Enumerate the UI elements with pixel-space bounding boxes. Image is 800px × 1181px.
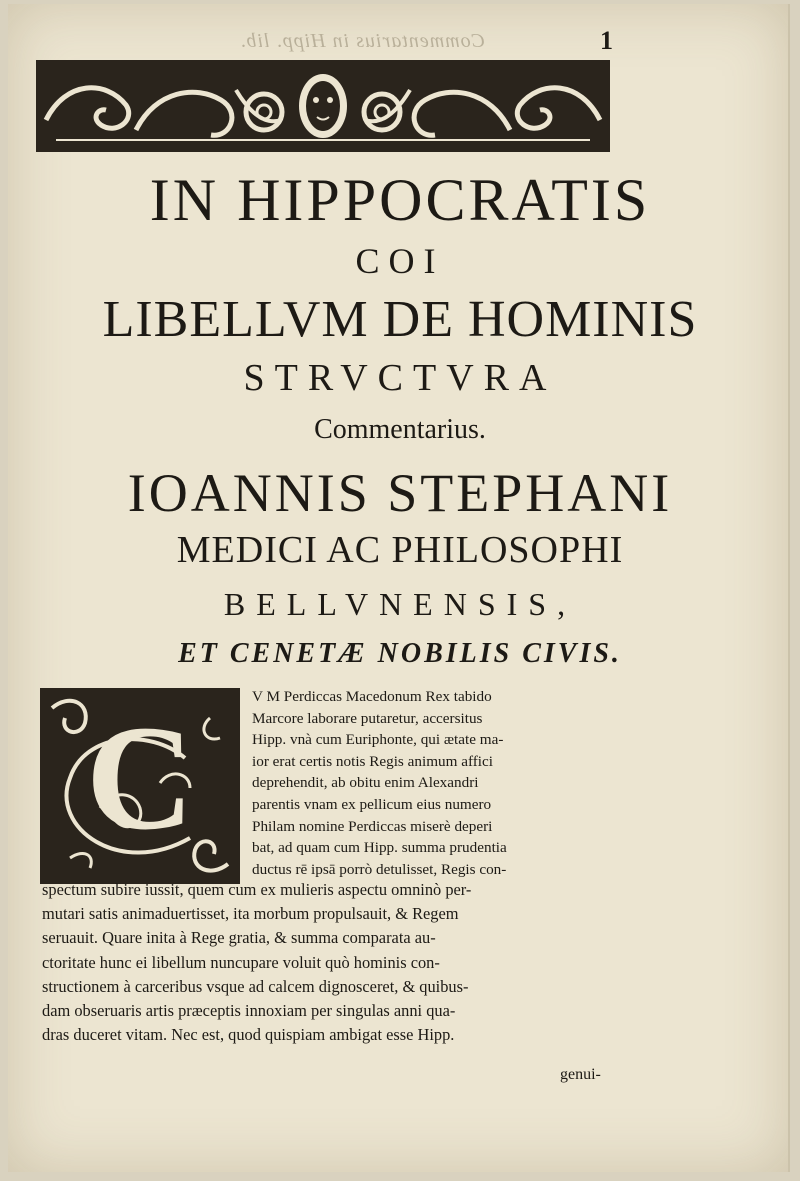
body-line: parentis vnam ex pellicum eius numero bbox=[252, 795, 492, 813]
body-line: ductus rē ipsā porrò detulisset, Regis con- bbox=[252, 860, 507, 878]
decorated-initial-icon bbox=[40, 688, 240, 884]
initial-letter: C bbox=[85, 695, 195, 861]
body-text-beside-initial bbox=[252, 686, 644, 880]
title-line-2: COI bbox=[355, 241, 445, 281]
body-line: Hipp. vnà cum Euriphonte, qui ætate ma- bbox=[252, 731, 504, 749]
body-line: deprehendit, ab obitu enim Alexandri bbox=[252, 774, 479, 792]
body-line: dam obseruaris artis præceptis innoxiam per singulas anni qua- bbox=[42, 1001, 456, 1021]
title-line-3: LIBELLVM DE HOMINIS bbox=[102, 291, 698, 348]
bleed-through-text: Commentarius in Hipp. lib. bbox=[239, 30, 485, 52]
author-line-4: ET CENETÆ NOBILIS CIVIS. bbox=[178, 638, 622, 669]
body-line: dras duceret vitam. Nec est, quod quispiam ambigat esse Hipp. bbox=[42, 1025, 455, 1045]
body-line: V M Perdiccas Macedonum Rex tabido bbox=[252, 688, 492, 705]
page-number: 1 bbox=[600, 26, 613, 55]
floral-ornament-with-face-icon bbox=[36, 60, 610, 152]
author-line-1: IOANNIS STEPHANI bbox=[127, 463, 673, 523]
catchword: genui- bbox=[560, 1066, 601, 1083]
author-line-2: MEDICI AC PHILOSOPHI bbox=[176, 529, 624, 571]
title-line-4: STRVCTVRA bbox=[243, 357, 557, 399]
body-line: mutari satis animaduertisset, ita morbum propulsauit, & Regem bbox=[42, 904, 459, 924]
body-text-full-width bbox=[42, 878, 646, 1047]
title-line-5: Commentarius. bbox=[314, 414, 486, 445]
body-line: seruauit. Quare inita à Rege gratia, & summa comparata au- bbox=[42, 928, 436, 948]
body-line: ior erat certis notis Regis animum affici bbox=[252, 752, 493, 770]
body-line: spectum subire iussit, quem cum ex mulieris aspectu omninò per- bbox=[42, 880, 472, 899]
author-line-3: BELLVNENSIS, bbox=[223, 586, 577, 622]
body-line: ctoritate hunc ei libellum nuncupare voluit quò hominis con- bbox=[42, 952, 440, 972]
title-line-1: IN HIPPOCRATIS bbox=[149, 167, 651, 233]
body-line: structionem à carceribus vsque ad calcem dignosceret, & quibus- bbox=[42, 976, 469, 996]
body-line: Philam nomine Perdiccas miserè deperi bbox=[252, 817, 493, 835]
body-line: bat, ad quam cum Hipp. summa prudentia bbox=[252, 839, 507, 857]
body-line: Marcore laborare putaretur, accersitus bbox=[252, 709, 483, 727]
